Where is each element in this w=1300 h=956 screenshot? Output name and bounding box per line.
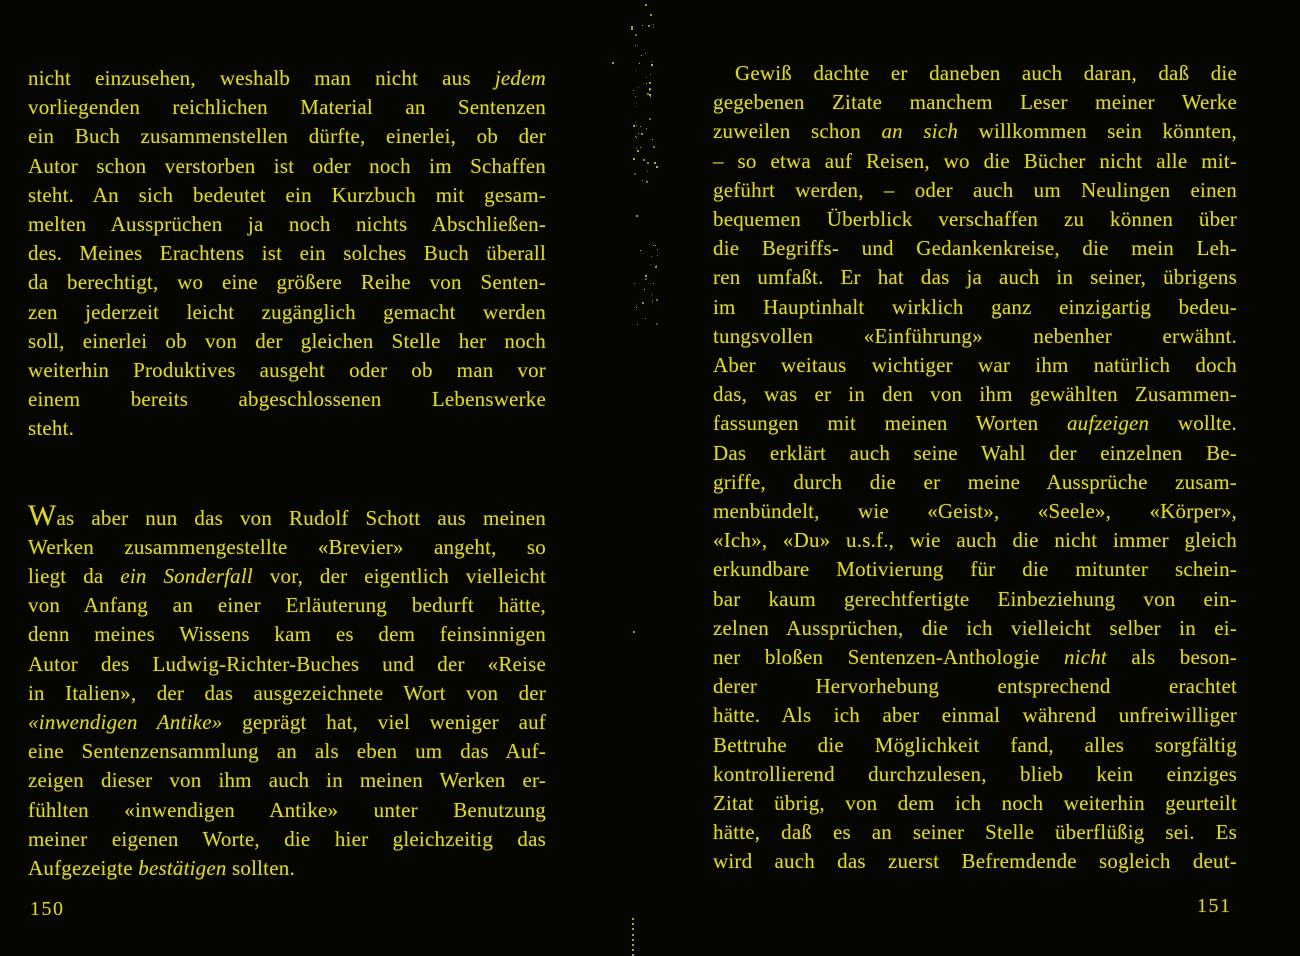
page-number-left: 150: [30, 898, 65, 920]
scan-speck: [636, 137, 637, 138]
text-segment: geprägt hat, viel weniger auf: [222, 710, 546, 735]
scan-speck: [632, 918, 634, 920]
scan-speck: [652, 300, 653, 301]
scan-speck: [631, 26, 633, 28]
scan-speck: [642, 180, 643, 181]
text-segment: ren umfaßt. Er hat das ja auch in seiner, übrigens: [713, 265, 1237, 290]
scan-speck: [633, 125, 635, 127]
right-page: [713, 59, 1237, 877]
text-line: [713, 380, 1237, 409]
text-line: [713, 205, 1237, 234]
text-line: [713, 760, 1237, 789]
scan-speck: [636, 148, 637, 149]
scan-speck: [638, 133, 639, 134]
scan-speck: [645, 278, 647, 280]
scan-speck: [656, 299, 658, 301]
text-line: [28, 356, 546, 385]
scan-speck: [641, 55, 642, 56]
scan-speck: [649, 118, 651, 120]
scan-speck: [649, 88, 651, 90]
paragraph: [28, 64, 546, 444]
text-line: [28, 181, 546, 210]
text-line: [713, 117, 1237, 146]
text-line: [28, 122, 546, 151]
scan-speck: [631, 28, 633, 30]
text-segment: bar kaum gerechtfertigte Einbeziehung von ein-: [713, 586, 1237, 611]
text-segment: Bettruhe die Möglichkeit fand, alles sorgfältig: [713, 732, 1237, 757]
text-line: [713, 176, 1237, 205]
scan-speck: [656, 265, 657, 266]
scan-speck: [645, 4, 647, 6]
scan-speck: [656, 323, 658, 325]
text-segment: vorliegenden reichlichen Material an Sentenzen: [28, 95, 546, 120]
scan-speck: [654, 162, 656, 164]
text-line: [28, 620, 546, 649]
text-segment: weiterhin Produktives ausgeht oder ob man vor: [28, 358, 546, 383]
text-segment: hätte. Als ich aber einmal während unfreiwilliger: [713, 703, 1237, 728]
text-line: [713, 555, 1237, 584]
text-line: [28, 650, 546, 679]
italic-text-segment: jedem: [494, 66, 546, 90]
text-line: [28, 498, 546, 533]
text-line: [713, 643, 1237, 672]
text-line: [713, 526, 1237, 555]
scan-speck: [653, 27, 654, 28]
text-segment: in Italien», der das ausgezeichnete Wort von der: [28, 680, 546, 705]
text-segment: denn meines Wissens kam es dem feinsinnigen: [28, 622, 546, 647]
scan-speck: [649, 90, 650, 91]
scan-speck: [649, 90, 650, 91]
text-line: [28, 327, 546, 356]
scan-speck: [635, 45, 636, 46]
scan-speck: [648, 25, 650, 27]
text-line: [28, 562, 546, 591]
text-segment: ein Buch zusammenstellen dürfte, einerlei, ob der: [28, 124, 546, 149]
text-segment: fühlten «inwendigen Antike» unter Benutzung: [28, 797, 546, 822]
text-segment: eine Sentenzensammlung an als eben um das Auf-: [28, 739, 546, 764]
italic-text-segment: «inwendigen Antike»: [28, 710, 223, 735]
scan-speck: [646, 181, 648, 183]
scan-speck: [634, 173, 636, 175]
scan-speck: [645, 275, 647, 277]
text-line: [28, 414, 546, 443]
scan-speck: [634, 283, 635, 284]
text-line: [713, 789, 1237, 818]
scan-speck: [655, 245, 656, 246]
text-line: [28, 64, 546, 93]
scan-speck: [633, 158, 635, 160]
text-line: [28, 737, 546, 766]
scan-speck: [636, 106, 637, 107]
scan-speck: [642, 302, 644, 304]
italic-text-segment: ein Sonderfall: [120, 564, 253, 589]
scan-speck: [632, 939, 634, 941]
text-segment: Zitat übrig, von dem ich noch weiterhin geurteilt: [713, 791, 1237, 816]
text-line: [713, 88, 1237, 117]
text-line: [713, 147, 1237, 176]
italic-text-segment: aufzeigen: [1066, 411, 1150, 436]
text-segment: zuweilen schon: [713, 119, 882, 144]
scan-speck: [657, 249, 658, 250]
scan-speck: [651, 64, 653, 66]
scan-speck: [646, 128, 647, 129]
scan-speck: [653, 146, 655, 148]
scan-speck: [635, 34, 637, 36]
text-line: [28, 825, 546, 854]
text-segment: steht.: [28, 416, 75, 441]
text-segment: «Ich», «Du» u.s.f., wie auch die nicht immer gleich: [713, 528, 1237, 553]
initial-capital: W: [28, 498, 57, 532]
scan-speck: [644, 289, 645, 290]
scan-speck: [650, 74, 651, 75]
text-segment: vor, der eigentlich vielleicht: [252, 564, 547, 589]
text-segment: willkommen sein könnten,: [958, 119, 1237, 144]
paragraph: [28, 498, 547, 884]
scan-speck: [633, 90, 634, 91]
text-segment: liegt da: [28, 564, 121, 589]
text-line: [28, 591, 546, 620]
scan-speck: [636, 215, 638, 217]
text-segment: soll, einerlei ob von der gleichen Stelle her noch: [28, 328, 546, 353]
text-line: [28, 708, 546, 737]
scan-speck: [651, 294, 652, 295]
text-segment: erkundbare Motivierung für die mitunter schein-: [713, 557, 1237, 582]
text-segment: Autor des Ludwig-Richter-Buches und der «Reise: [28, 651, 546, 676]
text-line: [28, 298, 546, 327]
scan-speck: [638, 87, 639, 88]
text-segment: Autor schon verstorben ist oder noch im Schaffen: [28, 153, 546, 178]
scan-speck: [632, 928, 634, 930]
text-line: [713, 818, 1237, 847]
text-segment: geführt werden, – oder auch um Neulingen einen: [713, 177, 1237, 202]
scan-speck: [635, 96, 636, 97]
text-segment: gegebenen Zitate manchem Leser meiner Werke: [713, 90, 1237, 115]
text-line: [713, 409, 1237, 438]
text-segment: Das erklärt auch seine Wahl der einzelnen Be-: [713, 440, 1237, 465]
text-line: [28, 152, 546, 181]
text-segment: zeigen dieser von ihm auch in meinen Werken er-: [28, 768, 546, 793]
scan-speck: [632, 944, 634, 946]
text-line: [28, 533, 546, 562]
text-line: [713, 439, 1237, 468]
scan-speck: [646, 83, 647, 84]
text-line: [28, 679, 546, 708]
text-line: [713, 263, 1237, 292]
scan-speck: [650, 14, 652, 16]
text-line: [713, 614, 1237, 643]
text-segment: steht. An sich bedeutet ein Kurzbuch mit gesam-: [28, 182, 546, 207]
scan-speck: [643, 159, 645, 161]
scan-speck: [642, 25, 643, 26]
scan-speck: [612, 62, 614, 64]
scan-speck: [635, 136, 636, 137]
text-segment: im Hauptinhalt wirklich ganz einzigartig bedeu-: [713, 294, 1237, 319]
text-segment: melten Aussprüchen ja noch nichts Abschließen-: [28, 212, 546, 237]
text-segment: – so etwa auf Reisen, wo die Bücher nicht alle mit-: [713, 148, 1237, 173]
text-line: [713, 322, 1237, 351]
scan-speck: [647, 162, 649, 164]
scan-speck: [632, 934, 634, 936]
text-line: [28, 385, 546, 414]
scan-speck: [649, 94, 651, 96]
italic-text-segment: nicht: [1063, 645, 1107, 670]
text-line: [713, 293, 1237, 322]
scan-speck: [650, 264, 651, 265]
scan-speck: [640, 250, 641, 251]
text-line: [713, 351, 1237, 380]
scan-speck: [645, 318, 646, 319]
scan-speck: [636, 125, 637, 126]
text-segment: wollte.: [1149, 411, 1237, 436]
text-segment: Aber weitaus wichtiger war ihm natürlich doch: [713, 353, 1237, 378]
text-line: [713, 731, 1237, 760]
scan-speck: [639, 63, 640, 64]
scan-speck: [657, 255, 658, 256]
text-segment: nicht einzusehen, weshalb man nicht aus: [28, 66, 495, 90]
scan-speck: [652, 302, 653, 303]
text-segment: die Begriffs- und Gedankenkreise, die mein Leh-: [713, 236, 1237, 261]
text-line: [713, 468, 1237, 497]
italic-text-segment: bestätigen: [138, 856, 227, 881]
page-number-right: 151: [1197, 895, 1232, 917]
text-segment: da berechtigt, wo eine größere Reihe von Senten-: [28, 270, 546, 295]
left-page: [28, 64, 546, 883]
scan-speck: [637, 150, 639, 152]
text-segment: von Anfang an einer Erläuterung bedurft hätte,: [28, 593, 546, 618]
text-line: [713, 234, 1237, 263]
text-segment: meiner eigenen Worte, die hier gleichzeitig das: [28, 826, 546, 851]
text-segment: fassungen mit meinen Worten: [713, 411, 1067, 436]
text-line: [28, 93, 546, 122]
text-line: [28, 210, 546, 239]
text-line: [28, 268, 546, 297]
scan-speck: [651, 64, 652, 65]
text-segment: des. Meines Erachtens ist ein solches Buch überall: [28, 241, 546, 266]
scan-speck: [636, 70, 637, 71]
text-line: [28, 854, 546, 883]
text-segment: griffe, durch die er meine Aussprüche zusam-: [713, 469, 1237, 494]
scan-speck: [652, 61, 653, 62]
text-segment: zelnen Aussprüchen, die ich vielleicht selber in ei-: [713, 615, 1237, 640]
text-line: [713, 59, 1237, 88]
text-segment: hätte, daß es an seiner Stelle überflüßig sei. Es: [713, 820, 1237, 845]
text-segment: derer Hervorhebung entsprechend erachtet: [713, 674, 1237, 699]
scan-speck: [650, 96, 651, 97]
text-segment: kontrollierend durchzulesen, blieb kein einziges: [713, 761, 1237, 786]
text-line: [713, 585, 1237, 614]
scan-speck: [640, 147, 641, 148]
text-line: [713, 701, 1237, 730]
text-line: [713, 847, 1237, 876]
italic-text-segment: an sich: [881, 119, 959, 144]
scan-speck: [645, 53, 646, 54]
scan-speck: [637, 324, 638, 325]
scan-speck: [641, 133, 643, 135]
text-segment: einem bereits abgeschlossenen Lebenswerke: [28, 387, 546, 412]
text-segment: tungsvollen «Einführung» nebenher erwähnt.: [713, 323, 1237, 348]
text-segment: das, was er in den von ihm gewählten Zusammen-: [713, 382, 1237, 407]
text-segment: Gewiß dachte er daneben auch daran, daß die: [735, 61, 1237, 85]
scan-speck: [633, 631, 635, 633]
scan-speck: [636, 305, 637, 306]
text-segment: as aber nun das von Rudolf Schott aus meinen: [56, 505, 546, 530]
scan-speck: [653, 245, 654, 246]
scan-speck: [651, 256, 652, 257]
text-line: [28, 796, 546, 825]
scan-speck: [636, 307, 637, 308]
scan-speck: [640, 126, 641, 127]
text-line: [713, 672, 1237, 701]
scan-speck: [652, 139, 653, 140]
text-segment: bequemen Überblick verschaffen zu können über: [713, 207, 1237, 232]
paragraph: [713, 59, 1237, 877]
scan-speck: [632, 949, 634, 951]
scan-speck: [647, 93, 649, 95]
text-segment: ner bloßen Sentenzen-Anthologie: [713, 645, 1064, 670]
text-segment: Werken zusammengestellte «Brevier» angeht, so: [28, 534, 546, 559]
text-segment: Aufgezeigte: [28, 856, 139, 881]
text-segment: menbündelt, wie «Geist», «Seele», «Körper»,: [713, 499, 1237, 524]
text-segment: zen jederzeit leicht zugänglich gemacht werden: [28, 299, 546, 324]
scan-speck: [655, 266, 657, 268]
scan-speck: [646, 77, 647, 78]
scan-speck: [649, 82, 651, 84]
text-line: [28, 239, 546, 268]
text-segment: wird auch das zuerst Befremdende sogleich deut-: [713, 849, 1237, 874]
scan-speck: [653, 24, 654, 25]
scan-speck: [653, 283, 654, 284]
scan-speck: [656, 166, 658, 168]
text-line: [28, 766, 546, 795]
text-segment: sollten.: [226, 856, 295, 881]
text-segment: als beson-: [1106, 645, 1237, 670]
scan-speck: [632, 923, 634, 925]
scan-speck: [647, 171, 648, 172]
text-line: [713, 497, 1237, 526]
